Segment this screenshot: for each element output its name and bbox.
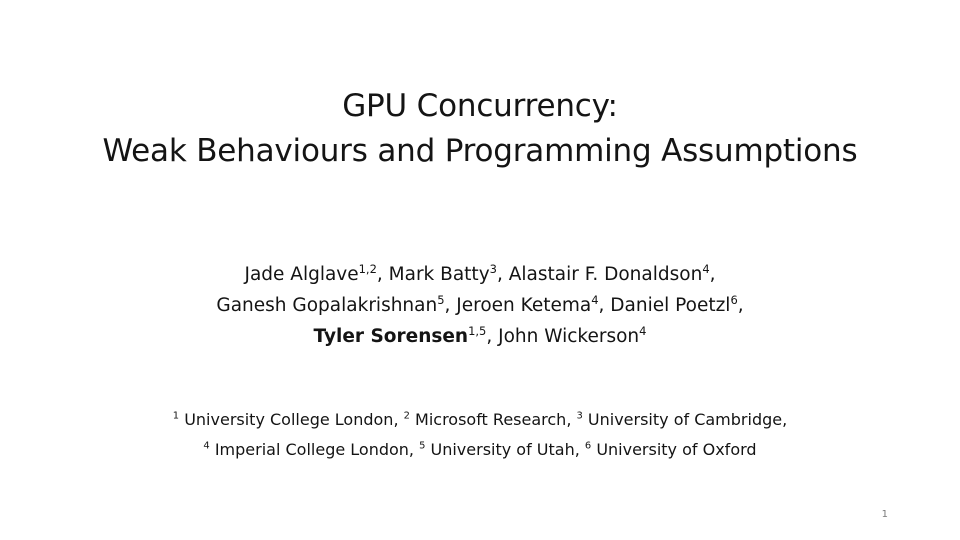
author-line-2	[0, 290, 960, 321]
affiliation-line-2	[0, 435, 960, 465]
author-separator: ,	[709, 264, 716, 285]
affiliation-number: 4	[203, 440, 210, 452]
affiliation-name: Imperial College London	[214, 440, 409, 459]
author-affiliation-mark: 1,2	[358, 261, 377, 276]
author-affiliation-mark: 5	[437, 292, 445, 307]
affiliation-name: Microsoft Research	[415, 410, 567, 429]
author-separator: ,	[376, 264, 389, 285]
author-name: Jade Alglave	[244, 264, 359, 285]
affiliation-number: 5	[419, 440, 426, 452]
author-separator: ,	[737, 295, 744, 316]
author-affiliation-mark: 1,5	[468, 323, 487, 338]
author-name: Ganesh Gopalakrishnan	[216, 295, 438, 316]
author-name: Jeroen Ketema	[456, 295, 592, 316]
affiliation-number: 3	[576, 410, 583, 422]
author-list	[0, 259, 960, 352]
affiliation-name: University of Oxford	[596, 440, 757, 459]
author-affiliation-mark: 4	[591, 292, 599, 307]
affiliation-separator: ,	[782, 410, 788, 429]
affiliation-separator: ,	[574, 440, 585, 459]
author-line-1	[0, 259, 960, 290]
author-affiliation-mark: 4	[639, 323, 647, 338]
author-name: Alastair F. Donaldson	[508, 264, 703, 285]
author-affiliation-mark: 4	[702, 261, 710, 276]
affiliation-list	[0, 405, 960, 465]
affiliation-number: 1	[172, 410, 180, 422]
affiliation-separator: ,	[566, 410, 577, 429]
author-separator: ,	[496, 264, 509, 285]
affiliation-name: University of Cambridge	[587, 410, 783, 429]
affiliation-separator: ,	[393, 410, 404, 429]
page-number: 1	[881, 509, 888, 520]
affiliation-number: 6	[584, 440, 592, 452]
author-separator: ,	[486, 326, 499, 347]
author-name: John Wickerson	[498, 326, 640, 347]
author-separator: ,	[444, 295, 457, 316]
author-affiliation-mark: 6	[730, 292, 738, 307]
title-line-2: Weak Behaviours and Programming Assumptions	[102, 133, 858, 169]
affiliation-name: University College London	[184, 410, 394, 429]
author-name: Daniel Poetzl	[610, 295, 731, 316]
author-affiliation-mark: 3	[489, 261, 497, 276]
title-line-1: GPU Concurrency:	[342, 88, 618, 124]
slide-title	[0, 84, 960, 174]
affiliation-name: University of Utah	[430, 440, 575, 459]
affiliation-number: 2	[403, 410, 410, 422]
author-name-highlighted: Tyler Sorensen	[313, 326, 469, 347]
affiliation-line-1	[0, 405, 960, 435]
affiliation-separator: ,	[408, 440, 420, 459]
author-line-3	[0, 321, 960, 352]
author-name: Mark Batty	[388, 264, 490, 285]
author-separator: ,	[598, 295, 611, 316]
